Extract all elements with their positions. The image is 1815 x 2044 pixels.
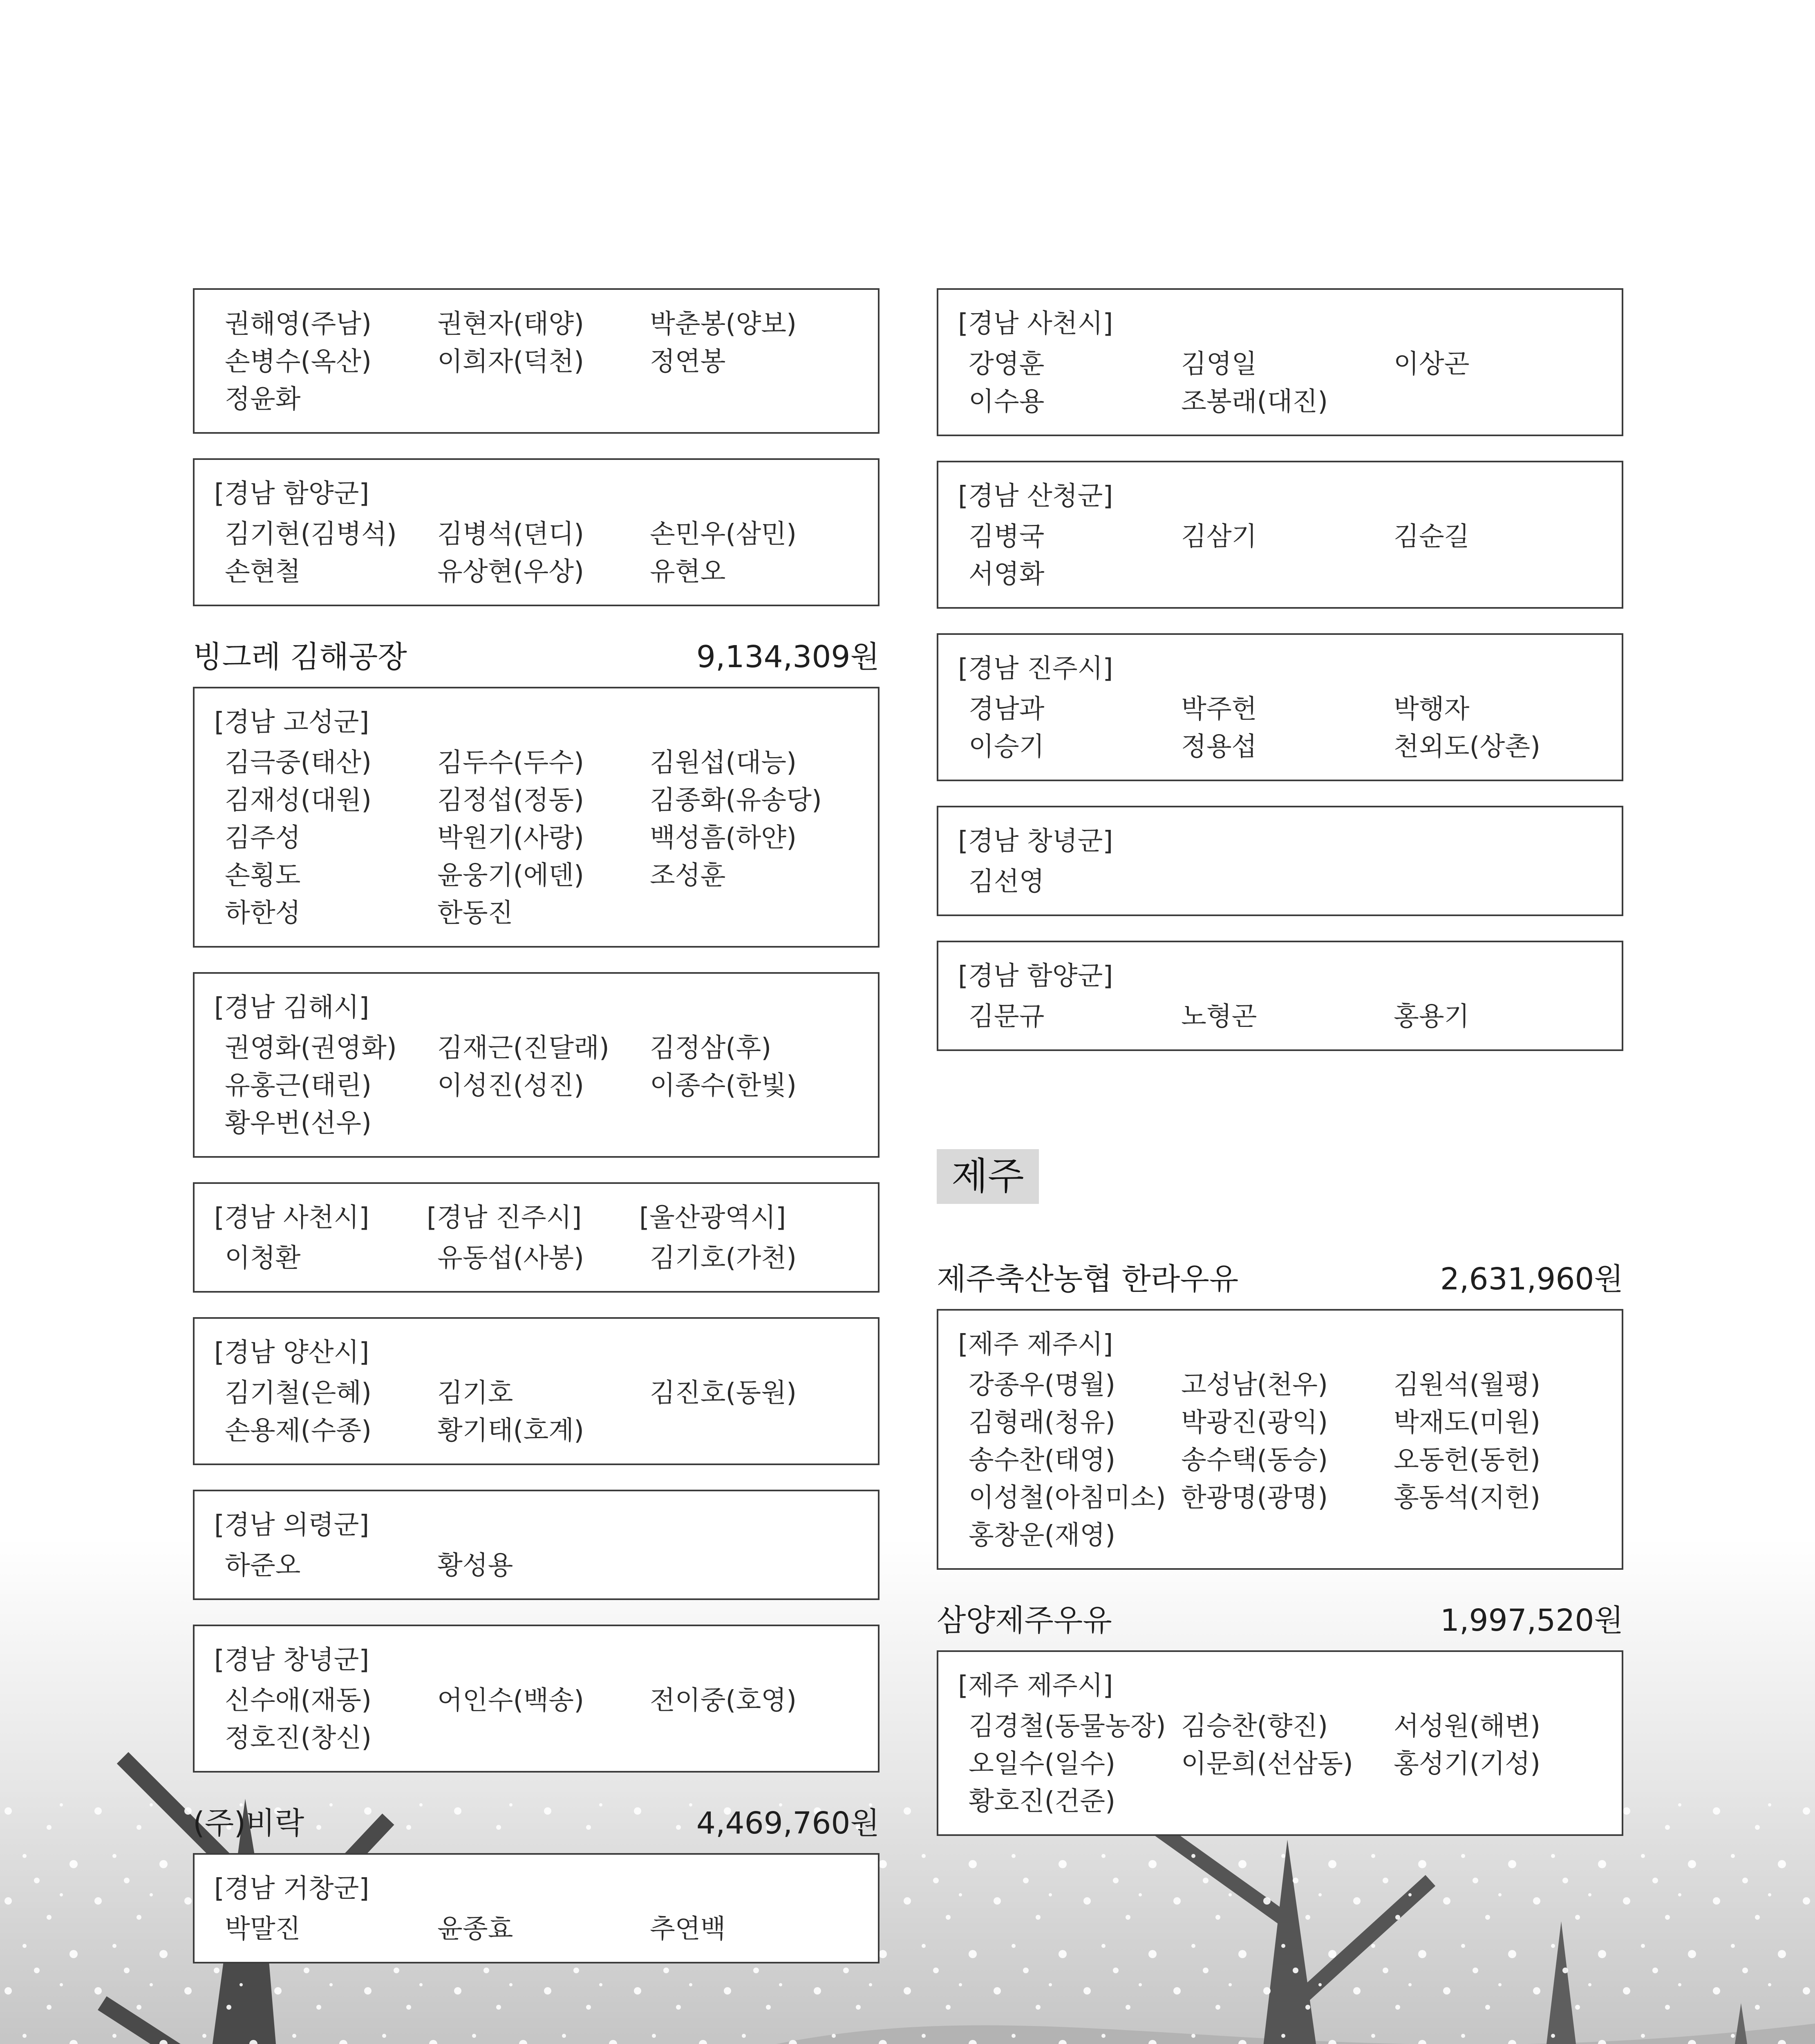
sponsor-header [937, 1261, 1623, 1298]
donor-name: 김주성 [225, 823, 301, 853]
donor-name: 강종우(명월) [969, 1370, 1116, 1401]
donor-name: 김형래(청유) [969, 1407, 1116, 1438]
donor-box [193, 1625, 880, 1773]
donor-name: 김문규 [969, 1002, 1045, 1032]
donor-name: 김진호(동원) [650, 1378, 797, 1408]
donor-name: 김병석(뎐디) [437, 519, 584, 549]
region-label: [경남 함양군] [214, 479, 369, 509]
donor-box [937, 1650, 1623, 1836]
donor-name: 황기태(호계) [437, 1415, 584, 1446]
donor-name: 송수택(동승) [1181, 1445, 1328, 1476]
donor-name: 유현오 [650, 557, 726, 587]
donor-name: 조성훈 [650, 860, 726, 891]
donor-name: 박재도(미원) [1394, 1407, 1541, 1438]
donor-name: 추연백 [650, 1914, 726, 1944]
donor-name: 김기철(은혜) [225, 1378, 372, 1408]
donor-box [937, 633, 1623, 781]
sponsor-name: (주)비락 [193, 1805, 304, 1841]
donor-list [214, 1029, 858, 1142]
donor-name: 이성철(아침미소) [969, 1483, 1166, 1513]
donor-name: 권해영(주남) [225, 309, 372, 339]
donor-list [958, 863, 1602, 901]
region-label: [경남 사천시] [958, 309, 1113, 339]
donor-name: 전이중(호영) [650, 1685, 797, 1716]
donor-name: 박주헌 [1181, 694, 1257, 724]
region-label: [경남 진주시] [427, 1202, 582, 1233]
donor-name: 노형곤 [1181, 1002, 1257, 1032]
donor-name: 윤웅기(에덴) [437, 860, 584, 891]
donor-name: 김원섭(대능) [650, 747, 797, 778]
donor-name: 손용제(수종) [225, 1415, 372, 1446]
donor-name: 김두수(두수) [437, 747, 584, 778]
donor-name: 강영훈 [969, 349, 1045, 379]
donor-name: 정윤화 [225, 384, 301, 415]
donor-name: 김정삼(후) [650, 1033, 772, 1063]
donor-name: 김삼기 [1181, 522, 1257, 552]
donor-name: 하한성 [225, 898, 301, 928]
donor-name: 김승찬(향진) [1181, 1711, 1328, 1741]
donor-box [193, 288, 880, 434]
donor-list [958, 998, 1602, 1035]
donor-name: 이청환 [225, 1243, 301, 1273]
donor-name: 경남과 [969, 694, 1045, 724]
donor-name: 고성남(천우) [1181, 1370, 1328, 1401]
donor-name: 김종화(유송당) [650, 785, 822, 816]
donor-name: 박광진(광익) [1181, 1407, 1328, 1438]
donor-name: 어인수(백송) [437, 1685, 584, 1716]
donor-name: 이상곤 [1394, 349, 1470, 379]
donor-name: 정용섭 [1181, 732, 1257, 762]
region-label: [경남 창녕군] [214, 1645, 369, 1675]
donor-name: 윤종효 [437, 1914, 513, 1944]
donor-name: 황호진(건준) [969, 1786, 1116, 1817]
sponsor-header [193, 1805, 880, 1842]
donor-name: 박말진 [225, 1914, 301, 1944]
donor-name: 홍용기 [1394, 1002, 1470, 1032]
donor-list [214, 515, 858, 591]
donor-name: 정연봉 [650, 347, 726, 377]
region-label: [경남 고성군] [214, 707, 369, 737]
donor-name: 천외도(상촌) [1394, 732, 1541, 762]
donor-name: 하준오 [225, 1550, 301, 1581]
donor-list [214, 1547, 858, 1585]
multi-region-grid [214, 1199, 858, 1277]
donor-name: 유상현(우상) [437, 557, 584, 587]
donor-box [193, 1853, 880, 1963]
donor-name: 오일수(일수) [969, 1748, 1116, 1779]
donor-name: 박행자 [1394, 694, 1470, 724]
donor-name: 유동섭(사봉) [437, 1243, 584, 1273]
donor-name: 손병수(옥산) [225, 347, 372, 377]
donor-list [958, 1366, 1602, 1554]
donor-name: 김경철(동물농장) [969, 1711, 1166, 1741]
donor-box [193, 458, 880, 606]
donor-box [937, 941, 1623, 1051]
donor-name: 손현철 [225, 557, 301, 587]
donor-name: 권영화(권영화) [225, 1033, 397, 1063]
donor-name: 이수용 [969, 387, 1045, 417]
donor-name: 홍성기(기성) [1394, 1748, 1541, 1779]
donor-name: 홍동석(지헌) [1394, 1483, 1541, 1513]
right-column [937, 288, 1623, 1860]
donor-box [937, 461, 1623, 609]
donor-name: 김기호(가천) [650, 1243, 797, 1273]
donor-list [214, 305, 858, 418]
donor-name: 이성진(성진) [437, 1070, 584, 1101]
donor-name: 김기호 [437, 1378, 513, 1408]
donor-box [937, 288, 1623, 436]
donor-name: 손민우(삼민) [650, 519, 797, 549]
donor-name: 송수찬(태영) [969, 1445, 1116, 1476]
donor-list [958, 345, 1602, 421]
donor-name: 서성원(해변) [1394, 1711, 1541, 1741]
donor-box [193, 972, 880, 1158]
donor-box [937, 1309, 1623, 1570]
sponsor-amount: 4,469,760원 [696, 1805, 880, 1841]
region-label: [제주 제주시] [958, 1329, 1113, 1360]
donor-name: 백성흠(하얀) [650, 823, 797, 853]
sponsor-header [193, 639, 880, 675]
left-column [193, 288, 880, 1988]
donor-name: 박원기(사랑) [437, 823, 584, 853]
region-label: [경남 진주시] [958, 654, 1113, 684]
donor-name: 손횡도 [225, 860, 301, 891]
donor-name: 조봉래(대진) [1181, 387, 1328, 417]
region-label: [경남 양산시] [214, 1337, 369, 1368]
donor-name: 김극중(태산) [225, 747, 372, 778]
donor-name: 이승기 [969, 732, 1045, 762]
sponsor-name: 제주축산농협 한라우유 [937, 1262, 1239, 1297]
region-label: [경남 거창군] [214, 1873, 369, 1904]
donor-name: 이희자(덕천) [437, 347, 584, 377]
region-label: [경남 함양군] [958, 961, 1113, 991]
region-label: [경남 김해시] [214, 992, 369, 1023]
sponsor-header [937, 1602, 1623, 1639]
donor-name: 오동헌(동헌) [1394, 1445, 1541, 1476]
region-label: [경남 의령군] [214, 1510, 369, 1540]
donor-name: 신수애(재동) [225, 1685, 372, 1716]
sponsor-amount: 2,631,960원 [1440, 1262, 1623, 1297]
region-label: [경남 창녕군] [958, 826, 1113, 856]
donor-name: 김정섭(정동) [437, 785, 584, 816]
donor-name: 김병국 [969, 522, 1045, 552]
donor-name: 김기현(김병석) [225, 519, 397, 549]
donor-list [214, 1910, 858, 1948]
donor-box [937, 806, 1623, 916]
donor-name: 이종수(한빛) [650, 1070, 797, 1101]
region-label: [울산광역시] [639, 1202, 786, 1233]
donor-name: 김순길 [1394, 522, 1470, 552]
donor-box [193, 1490, 880, 1600]
donor-name: 정호진(창신) [225, 1723, 372, 1753]
sponsor-amount: 9,134,309원 [696, 639, 880, 675]
donor-list [214, 1374, 858, 1450]
sponsor-name: 삼양제주우유 [937, 1603, 1112, 1638]
donor-box [193, 1182, 880, 1293]
donor-name: 박춘봉(양보) [650, 309, 797, 339]
section-label: 제주 [937, 1149, 1039, 1204]
donor-box [193, 687, 880, 948]
donor-name: 한동진 [437, 898, 513, 928]
region-label: [경남 사천시] [214, 1202, 369, 1233]
donor-name: 유홍근(태린) [225, 1070, 372, 1101]
donor-name: 한광명(광명) [1181, 1483, 1328, 1513]
sponsor-name: 빙그레 김해공장 [193, 639, 407, 675]
sponsor-amount: 1,997,520원 [1440, 1603, 1623, 1638]
donor-name: 김재성(대원) [225, 785, 372, 816]
donor-name: 김원석(월평) [1394, 1370, 1541, 1401]
donor-list [214, 1682, 858, 1757]
donor-name: 황성용 [437, 1550, 513, 1581]
donor-name: 김선영 [969, 867, 1045, 897]
donor-list [214, 744, 858, 932]
donor-name: 권현자(태양) [437, 309, 584, 339]
donor-list [958, 690, 1602, 766]
donor-list [958, 518, 1602, 593]
donor-name: 이문희(선삼동) [1181, 1748, 1353, 1779]
donor-list [958, 1708, 1602, 1820]
donor-name: 황우번(선우) [225, 1108, 372, 1139]
donor-name: 서영화 [969, 559, 1045, 589]
region-label: [제주 제주시] [958, 1670, 1113, 1701]
region-label: [경남 산청군] [958, 481, 1113, 511]
donor-name: 김영일 [1181, 349, 1257, 379]
donor-name: 김재근(진달래) [437, 1033, 609, 1063]
donor-name: 홍창운(재영) [969, 1520, 1116, 1551]
donor-box [193, 1317, 880, 1465]
